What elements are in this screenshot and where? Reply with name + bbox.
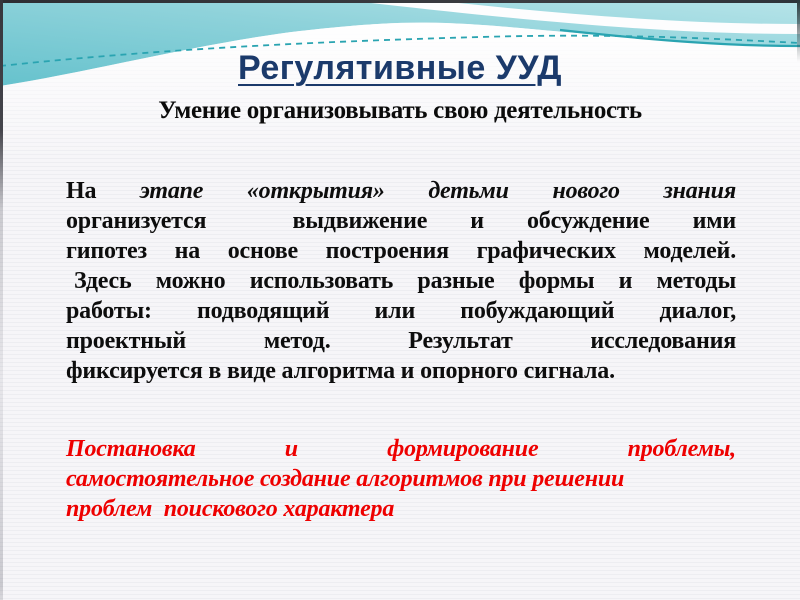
body-line: фиксируется в виде алгоритма и опорного сигнала. bbox=[66, 358, 615, 384]
body-line-intro-normal: На bbox=[66, 178, 97, 204]
slide-title: Регулятивные УУД bbox=[238, 49, 562, 87]
highlight-line: Постановка и формирование проблемы, bbox=[66, 436, 736, 462]
highlight-line: самостоятельное создание алгоритмов при решении bbox=[66, 466, 625, 492]
body-line: проектный метод. Результат исследования bbox=[66, 328, 736, 354]
body-line: гипотез на основе построения графических моделей. bbox=[66, 238, 736, 264]
body-line bbox=[66, 176, 736, 206]
body-line: работы: подводящий или побуждающий диалог, bbox=[66, 298, 736, 324]
body-line-intro-italic: этапе «открытия» детьми нового знания bbox=[139, 178, 736, 204]
body-line: Здесь можно использовать разные формы и методы bbox=[74, 268, 736, 294]
body-line: организуется выдвижение и обсуждение ими bbox=[66, 208, 736, 234]
body-paragraph bbox=[66, 176, 736, 386]
slide-border-left bbox=[0, 0, 3, 600]
slide-subtitle: Умение организовывать свою деятельность bbox=[158, 97, 642, 124]
highlight-line: проблем поискового характера bbox=[66, 496, 395, 522]
slide-border-top bbox=[0, 0, 800, 3]
highlight-paragraph bbox=[66, 434, 736, 524]
